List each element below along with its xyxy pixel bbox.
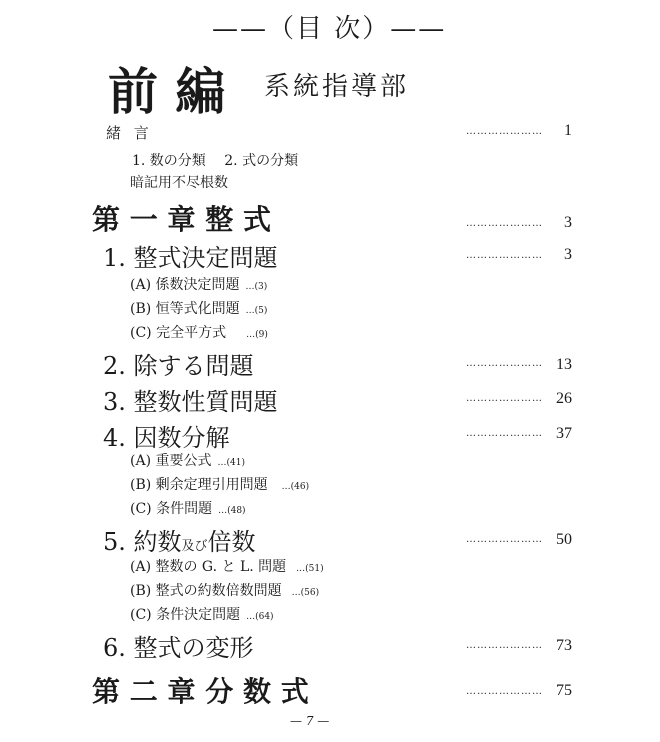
section2-title: 2. 除する問題 <box>103 352 254 380</box>
section1-item-a-ref: …(3) <box>245 282 268 292</box>
section1-item-c <box>130 322 268 342</box>
section1-item-b-label: (B) 恒等式化問題 <box>130 301 240 317</box>
section3-page: 26 <box>556 390 572 407</box>
section1-item-b-ref: …(5) <box>245 306 268 316</box>
section2-page: 13 <box>556 356 572 373</box>
chapter1-page: 3 <box>564 214 572 231</box>
section5-item-b <box>130 580 319 600</box>
section4-item-b <box>130 474 309 494</box>
section5-leader: ………………… <box>466 534 543 545</box>
section4-item-a <box>130 450 245 470</box>
section5-item-c <box>130 604 274 624</box>
chapter1-leader: ………………… <box>466 218 543 229</box>
section1-item-a-label: (A) 係数決定問題 <box>130 277 240 293</box>
section1-page: 3 <box>564 246 572 263</box>
chapter2-page: 75 <box>556 682 572 699</box>
section1-item-a <box>130 274 267 294</box>
section5-item-b-ref: …(56) <box>291 588 320 598</box>
intro-line2: 暗記用不尽根数 <box>130 175 228 191</box>
section5-title-small: 及び <box>181 539 208 554</box>
section5-title-end: 倍数 <box>207 528 256 556</box>
section4-item-a-label: (A) 重要公式 <box>130 453 212 469</box>
section1-item-b <box>130 298 267 318</box>
section5-item-c-ref: …(64) <box>246 612 274 622</box>
chapter1-title: 第 一 章 整 式 <box>92 203 271 236</box>
section4-page: 37 <box>556 425 572 442</box>
section5-title <box>103 522 256 557</box>
chapter2-title: 第 二 章 分 数 式 <box>92 675 309 708</box>
section6-leader: ………………… <box>466 640 543 651</box>
intro-label: 緒 言 <box>106 124 153 142</box>
part-subtitle: 系統指導部 <box>264 72 410 102</box>
section4-item-c-ref: …(48) <box>218 506 246 516</box>
section1-item-c-ref: …(9) <box>246 330 268 340</box>
section6-page: 73 <box>556 637 572 654</box>
intro-page: 1 <box>564 122 572 139</box>
section5-item-b-label: (B) 整式の約数倍数問題 <box>130 583 282 599</box>
section5-page: 50 <box>556 531 572 548</box>
intro-line1: 1. 数の分類 2. 式の分類 <box>132 153 299 169</box>
footer-page-number: — 7 — <box>290 714 330 728</box>
section5-item-a-label: (A) 整数の G. と L. 問題 <box>130 559 287 575</box>
chapter2-leader: ………………… <box>466 686 543 697</box>
section4-item-c-label: (C) 条件問題 <box>130 501 213 517</box>
section3-leader: ………………… <box>466 393 543 404</box>
section4-title: 4. 因数分解 <box>103 424 230 452</box>
section2-leader: ………………… <box>466 358 543 369</box>
part-title: 前 編 <box>108 63 226 121</box>
section1-item-c-label: (C) 完全平方式 <box>130 325 227 341</box>
section4-item-b-ref: …(46) <box>281 482 310 492</box>
section1-leader: ………………… <box>466 250 543 261</box>
section1-title: 1. 整式決定問題 <box>103 244 278 272</box>
section5-title-main: 5. 約数 <box>103 528 182 556</box>
section4-item-b-label: (B) 剰余定理引用問題 <box>130 477 268 493</box>
section5-item-c-label: (C) 条件決定問題 <box>130 607 241 623</box>
section5-item-a-ref: …(51) <box>296 564 324 574</box>
section5-item-a <box>130 556 324 576</box>
intro-leader: ………………… <box>466 126 543 137</box>
section4-item-c <box>130 498 246 518</box>
toc-header: ——（目 次）—— <box>212 14 447 44</box>
section3-title: 3. 整数性質問題 <box>103 388 278 416</box>
section6-title: 6. 整式の変形 <box>103 634 254 662</box>
section4-leader: ………………… <box>466 428 543 439</box>
section4-item-a-ref: …(41) <box>217 458 245 468</box>
